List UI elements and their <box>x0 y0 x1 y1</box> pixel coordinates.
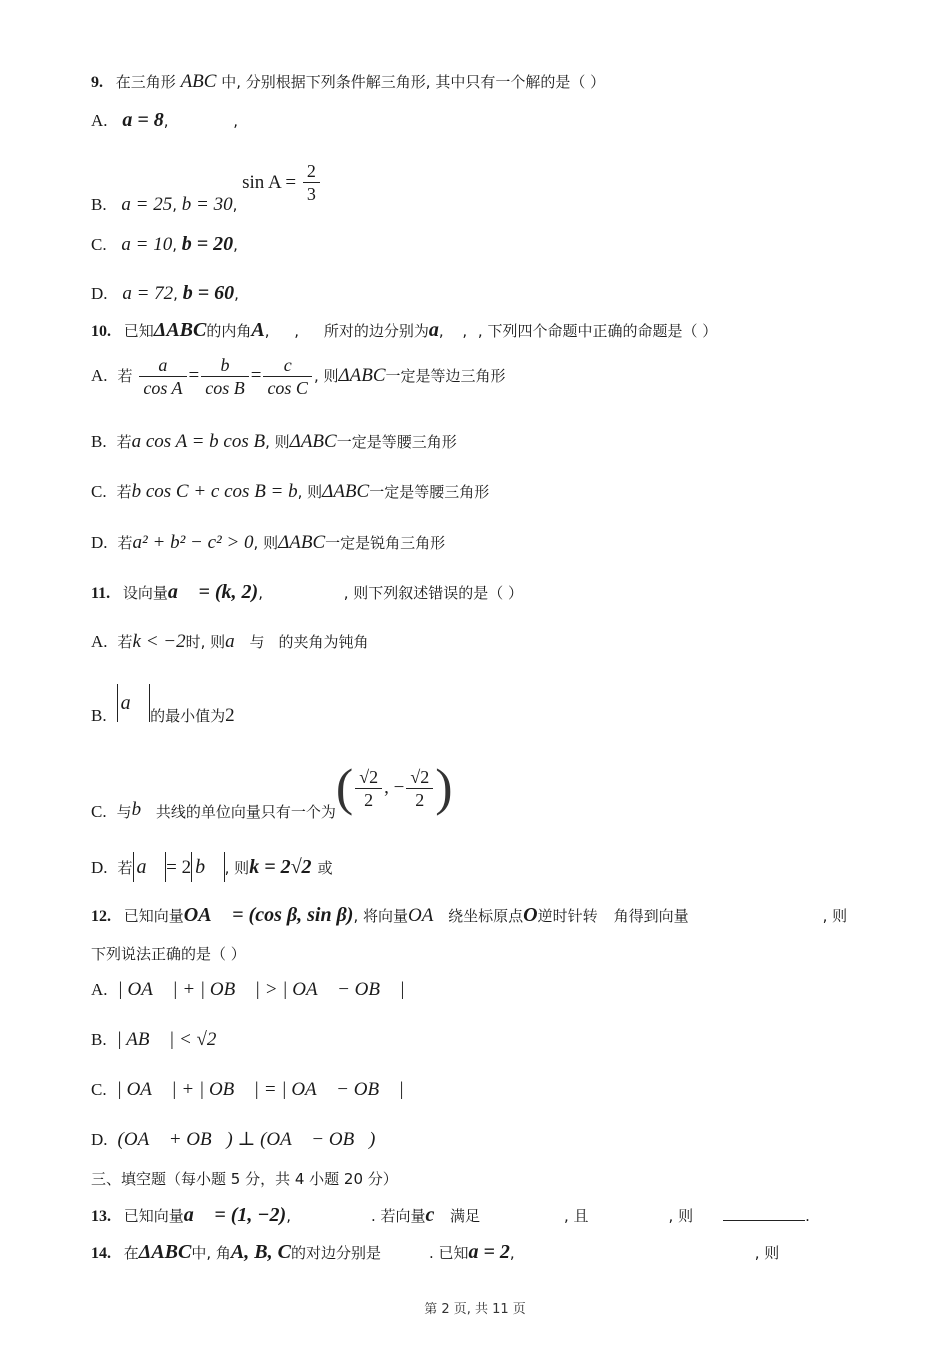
stem-text: , 则 <box>822 907 848 925</box>
numerator: 2 <box>303 160 320 183</box>
option-label: D. <box>91 533 108 552</box>
stem-math: ΔABC <box>138 1241 192 1263</box>
option-math: a = 10 <box>121 234 173 255</box>
option-label: A. <box>91 632 108 651</box>
question-10-option-d <box>91 533 445 553</box>
text: 若 <box>117 534 133 552</box>
stem-math: c⃗ <box>425 1204 450 1226</box>
text: 与 <box>116 803 132 821</box>
stem-math: A <box>251 319 265 341</box>
stem-text: , <box>286 1207 291 1225</box>
option-math: a⃗ <box>225 631 250 652</box>
stem-math: ABC <box>180 71 217 92</box>
stem-math: OA⃗ <box>408 905 449 926</box>
option-math: b = 30 <box>181 194 233 215</box>
stem-math: a <box>428 319 439 341</box>
option-math: b cos C + c cos B = b <box>131 481 298 502</box>
text: 的夹角为钝角 <box>278 633 369 651</box>
question-10-stem: 10. 已知ΔABC的内角A, , 所对的边分别为a, , , 下列四个命题中正确的命题是（ ） <box>91 319 718 341</box>
option-label: B. <box>91 706 107 725</box>
question-9-option-a <box>91 110 238 131</box>
option-math: ΔABC <box>289 431 337 452</box>
question-13-stem <box>91 1205 810 1227</box>
stem-text: . 若向量 <box>370 1207 426 1225</box>
text: , 则 <box>297 483 323 501</box>
denominator: cos C <box>267 378 308 398</box>
denominator: 2 <box>364 790 374 810</box>
question-9-option-d: D. a = 72, b = 60, <box>91 282 239 304</box>
section-heading <box>91 1169 398 1189</box>
option-math: sin A = <box>242 172 297 193</box>
text: 若 <box>117 367 133 385</box>
option-math: , − <box>384 777 405 798</box>
text: 或 <box>317 859 333 877</box>
stem-math: a⃗ = (1, −2) <box>183 1204 287 1226</box>
text: 与 <box>249 633 265 651</box>
option-math: (OA⃗ + OB⃗) ⊥ (OA⃗ − OB⃗) <box>117 1129 376 1150</box>
question-11-option-b <box>91 684 235 736</box>
denominator: 3 <box>306 184 316 204</box>
question-11-option-d <box>91 850 333 885</box>
option-math: a = 8 <box>122 109 164 131</box>
option-math: | OA⃗ | + | OB⃗ | > | OA⃗ − OB⃗ | <box>117 979 405 1000</box>
punct: , <box>163 112 169 130</box>
question-9-stem <box>91 72 605 93</box>
stem-math: a⃗ = (k, 2) <box>167 581 259 603</box>
question-number: 13. <box>91 1208 111 1225</box>
question-11-option-a <box>91 632 368 652</box>
punct: , <box>233 112 239 130</box>
text: 时, 则 <box>185 633 226 651</box>
stem-text: 设向量 <box>122 584 168 602</box>
text: 若 <box>117 633 133 651</box>
question-12-stem <box>91 905 847 927</box>
stem-text: 下列说法正确的是（ ） <box>91 945 246 963</box>
question-12-option-a <box>91 980 405 1000</box>
stem-text: 角得到向量 <box>613 907 689 925</box>
text: 一定是等腰三角形 <box>369 483 490 501</box>
question-12-option-c <box>91 1080 404 1100</box>
question-12-option-d <box>91 1130 375 1150</box>
option-label: C. <box>91 802 107 821</box>
option-math: 2 <box>225 705 235 726</box>
question-11-option-c: C. 与b⃗共线的单位向量只有一个为( $\frac{√2}{2}$ , − $\frac{√2}{2}$ ) <box>91 759 453 821</box>
option-label: A. <box>91 111 108 130</box>
text: 一定是锐角三角形 <box>325 534 446 552</box>
question-number: 14. <box>91 1245 111 1262</box>
text: 一定是等腰三角形 <box>336 433 457 451</box>
text: 共线的单位向量只有一个为 <box>155 803 336 821</box>
question-10-option-b <box>91 432 457 452</box>
stem-text: 逆时针转 <box>537 907 598 925</box>
numerator: a <box>139 354 186 377</box>
option-math: a cos A = b cos B <box>131 431 266 452</box>
question-9-option-b: B. a = 25, b = 30, sin A = $\frac{2}{3}$ <box>91 160 322 227</box>
option-label: C. <box>91 235 107 254</box>
stem-text: , 则 <box>668 1207 694 1225</box>
option-math: ΔABC <box>322 481 370 502</box>
question-11-stem: 11. 设向量a⃗ = (k, 2), , 则下列叙述错误的是（ ） <box>91 581 524 603</box>
question-10-option-c <box>91 482 489 502</box>
stem-text: , 下列四个命题中正确的命题是（ ） <box>477 322 718 340</box>
option-math: b = 60 <box>182 282 235 304</box>
numerator: c <box>263 354 312 377</box>
option-math: b = 20 <box>181 233 234 255</box>
stem-text: 绕坐标原点 <box>448 907 524 925</box>
text: 一定是等边三角形 <box>385 367 506 385</box>
option-math: ΔABC <box>278 532 326 553</box>
option-label: B. <box>91 432 107 451</box>
question-number: 9. <box>91 74 103 91</box>
stem-text: . 已知 <box>428 1244 469 1262</box>
option-math: | AB⃗ | < √2 <box>116 1029 217 1050</box>
option-math: = 2 <box>166 857 192 878</box>
stem-text: , 则下列叙述错误的是（ ） <box>343 584 524 602</box>
text: , 则 <box>265 433 290 451</box>
question-10-option-a: A. 若 $\frac{a}{\text{cos A}}$ = $\frac{b}{\text{cos B}}$ = $\frac{c}{\text{cos C}}$ , 则ΔABC一定是等边三角形 <box>91 355 506 398</box>
option-math: a⃗ <box>133 852 167 882</box>
stem-text: , <box>509 1244 515 1262</box>
option-label: C. <box>91 482 107 501</box>
fraction <box>355 766 382 811</box>
question-12-option-b <box>91 1030 216 1050</box>
denominator: 2 <box>415 790 425 810</box>
text: , 则 <box>224 859 250 877</box>
option-math: a² + b² − c² > 0 <box>132 532 254 553</box>
text: , 则 <box>313 367 339 385</box>
option-math: a = 25 <box>121 194 173 215</box>
option-math: | OA⃗ | + | OB⃗ | = | OA⃗ − OB⃗ | <box>116 1079 404 1100</box>
option-math: b⃗ <box>131 799 156 820</box>
answer-blank[interactable] <box>723 1206 805 1221</box>
question-9-option-c: C. a = 10, b = 20, <box>91 233 238 255</box>
option-math: a⃗ <box>117 684 151 722</box>
text: 的最小值为 <box>150 707 226 725</box>
stem-text: 满足 <box>449 1207 480 1225</box>
stem-text: 中, 角 <box>191 1244 231 1262</box>
option-label: C. <box>91 1080 107 1099</box>
option-label: A. <box>91 366 108 385</box>
section-title: 三、填空题（每小题 5 分，共 4 小题 20 分） <box>91 1170 398 1188</box>
option-math: a = 72 <box>122 283 174 304</box>
option-math: k < −2 <box>132 631 186 652</box>
question-number: 11. <box>91 585 111 602</box>
stem-text: , 且 <box>563 1207 589 1225</box>
text: 若 <box>116 483 132 501</box>
stem-text: 在三角形 <box>115 73 176 91</box>
option-label: D. <box>91 858 108 877</box>
numerator: √2 <box>355 766 382 789</box>
numerator: b <box>201 354 249 377</box>
denominator: cos A <box>143 378 183 398</box>
numerator: √2 <box>406 766 433 789</box>
fraction <box>201 354 249 399</box>
stem-text: 在 <box>123 1244 139 1262</box>
stem-math: a = 2 <box>468 1241 510 1263</box>
option-label: B. <box>91 195 107 214</box>
fraction <box>263 354 312 399</box>
stem-text: 所对的边分别为 <box>323 322 429 340</box>
option-label: B. <box>91 1030 107 1049</box>
question-14-stem <box>91 1242 779 1264</box>
stem-text: 的内角 <box>206 322 252 340</box>
denominator: cos B <box>205 378 245 398</box>
stem-text: 已知 <box>123 322 154 340</box>
fraction <box>139 354 186 399</box>
text: 若 <box>117 859 133 877</box>
stem-text: , 将向量 <box>353 907 409 925</box>
question-number: 10. <box>91 323 111 340</box>
stem-text: , 则 <box>754 1244 780 1262</box>
page-footer: 第 2 页, 共 11 页 <box>424 1302 526 1317</box>
fraction <box>303 160 320 205</box>
option-label: D. <box>91 1130 108 1149</box>
text: , 则 <box>253 534 279 552</box>
fraction <box>406 766 433 811</box>
stem-text: 的对边分别是 <box>290 1244 381 1262</box>
stem-text: 已知向量 <box>123 907 184 925</box>
option-math: ΔABC <box>338 365 386 386</box>
option-label: D. <box>91 284 108 303</box>
option-label: A. <box>91 980 108 999</box>
question-number: 12. <box>91 908 111 925</box>
stem-text: . <box>805 1207 810 1225</box>
stem-text: 已知向量 <box>123 1207 184 1225</box>
question-12-stem-line2 <box>91 944 246 964</box>
stem-math: ΔABC <box>153 319 207 341</box>
option-math: k = 2√2 <box>249 856 312 878</box>
stem-math: OA⃗ = (cos β, sin β) <box>183 904 354 926</box>
stem-math: O <box>523 904 538 926</box>
option-math: b⃗ <box>191 852 225 882</box>
stem-math: A, B, C <box>230 1241 291 1263</box>
text: 若 <box>116 433 132 451</box>
stem-text: 中, 分别根据下列条件解三角形, 其中只有一个解的是（ ） <box>221 73 606 91</box>
